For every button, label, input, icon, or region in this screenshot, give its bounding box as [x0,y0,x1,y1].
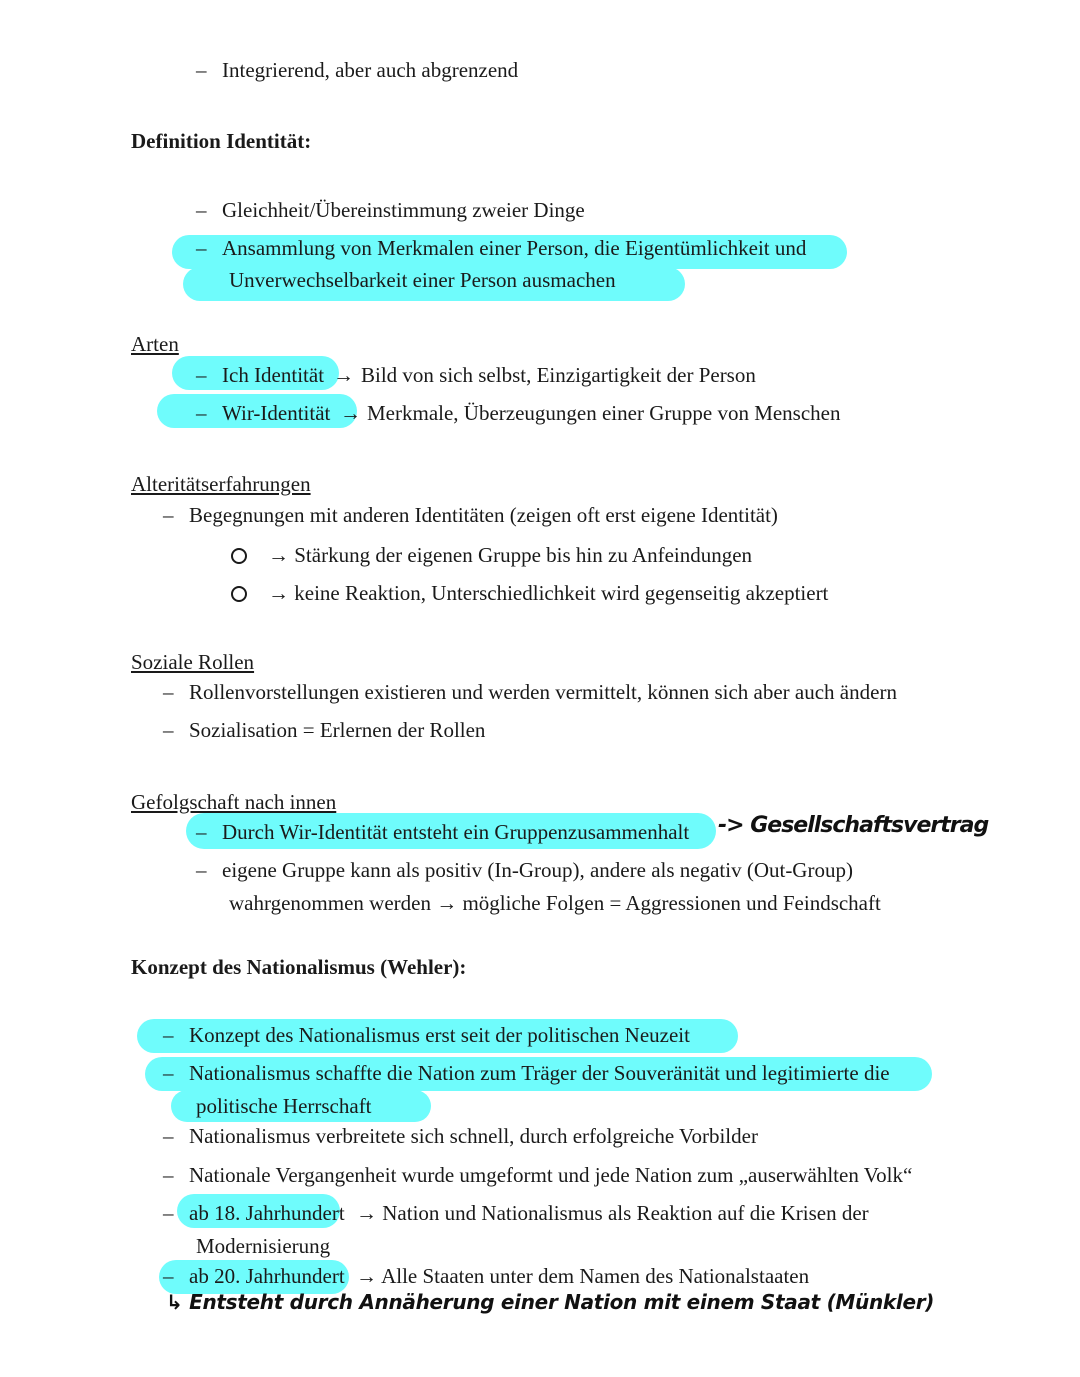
bullet-dash: – [163,1124,174,1148]
arten-desc-ich: Bild von sich selbst, Einzigartigkeit der Person [361,363,756,387]
circle-bullet-icon [231,586,247,602]
nationalismus-term-20: ab 20. Jahrhundert [189,1264,345,1288]
nationalismus-item-4: Nationale Vergangenheit wurde umgeformt und jede Nation zum „auserwählten Volk“ [189,1163,913,1187]
bullet-dash: – [163,1264,174,1288]
gefolgschaft-item-2: eigene Gruppe kann als positiv (In-Group), andere als negativ (Out-Group) [222,858,853,882]
arten-term-ich: Ich Identität [222,363,325,387]
handwritten-note-muenkler: ↳ Entsteht durch Annäherung einer Nation mit einem Staat (Münkler) [166,1290,935,1314]
alteritaet-item: Begegnungen mit anderen Identitäten (zeigen oft erst eigene Identität) [189,503,778,527]
bullet-dash: – [163,680,174,704]
nationalismus-desc-18-cont: Modernisierung [196,1234,331,1258]
bullet-dash: – [163,1163,174,1187]
arrow-icon: → [340,401,361,425]
arten-desc-wir: Merkmale, Überzeugungen einer Gruppe von Menschen [367,401,841,425]
nationalismus-item-2-cont: politische Herrschaft [196,1094,372,1118]
arten-heading: Arten [131,332,179,356]
alteritaet-subitem-1: → Stärkung der eigenen Gruppe bis hin zu Anfeindungen [268,543,753,567]
bullet-dash: – [163,1023,174,1047]
rollen-item-2: Sozialisation = Erlernen der Rollen [189,718,486,742]
bullet-dash: – [163,1201,174,1225]
bullet-dash: – [196,401,207,425]
definition-item-1: Gleichheit/Übereinstimmung zweier Dinge [222,198,585,222]
definition-item-2-cont: Unverwechselbarkeit einer Person ausmachen [229,268,616,292]
nationalismus-desc-18: → Nation und Nationalismus als Reaktion auf die Krisen der [356,1201,869,1225]
bullet-dash: – [163,503,174,527]
definition-heading: Definition Identität: [131,129,312,153]
rollen-heading: Soziale Rollen [131,650,255,674]
arrow-icon: → [333,363,354,387]
nationalismus-term-18: ab 18. Jahrhundert [189,1201,345,1225]
alteritaet-subitem-2: → keine Reaktion, Unterschiedlichkeit wird gegenseitig akzeptiert [268,581,829,605]
nationalismus-item-3: Nationalismus verbreitete sich schnell, durch erfolgreiche Vorbilder [189,1124,758,1148]
bullet-dash: – [196,820,207,844]
nationalismus-heading: Konzept des Nationalismus (Wehler): [131,955,467,979]
bullet-dash: – [196,236,207,260]
bullet-dash: – [163,718,174,742]
gefolgschaft-item-2-cont: wahrgenommen werden → mögliche Folgen = Aggressionen und Feindschaft [229,891,881,915]
circle-bullet-icon [231,548,247,564]
gefolgschaft-heading: Gefolgschaft nach innen [131,790,337,814]
intro-item: Integrierend, aber auch abgrenzend [222,58,519,82]
bullet-dash: – [196,363,207,387]
rollen-item-1: Rollenvorstellungen existieren und werden vermittelt, können sich aber auch ändern [189,680,897,704]
bullet-dash: – [196,858,207,882]
nationalismus-item-2: Nationalismus schaffte die Nation zum Träger der Souveränität und legitimierte die [189,1061,890,1085]
nationalismus-desc-20: → Alle Staaten unter dem Namen des Nationalstaaten [356,1264,810,1288]
gefolgschaft-item-1: Durch Wir-Identität entsteht ein Gruppenzusammenhalt [222,820,690,844]
alteritaet-heading: Alteritätserfahrungen [131,472,311,496]
bullet-dash: – [196,58,207,82]
bullet-dash: – [196,198,207,222]
arten-term-wir: Wir-Identität [222,401,331,425]
handwritten-note-gesellschaftsvertrag: -> Gesellschaftsvertrag [718,813,989,838]
nationalismus-item-1: Konzept des Nationalismus erst seit der politischen Neuzeit [189,1023,690,1047]
bullet-dash: – [163,1061,174,1085]
definition-item-2: Ansammlung von Merkmalen einer Person, die Eigentümlichkeit und [222,236,807,260]
